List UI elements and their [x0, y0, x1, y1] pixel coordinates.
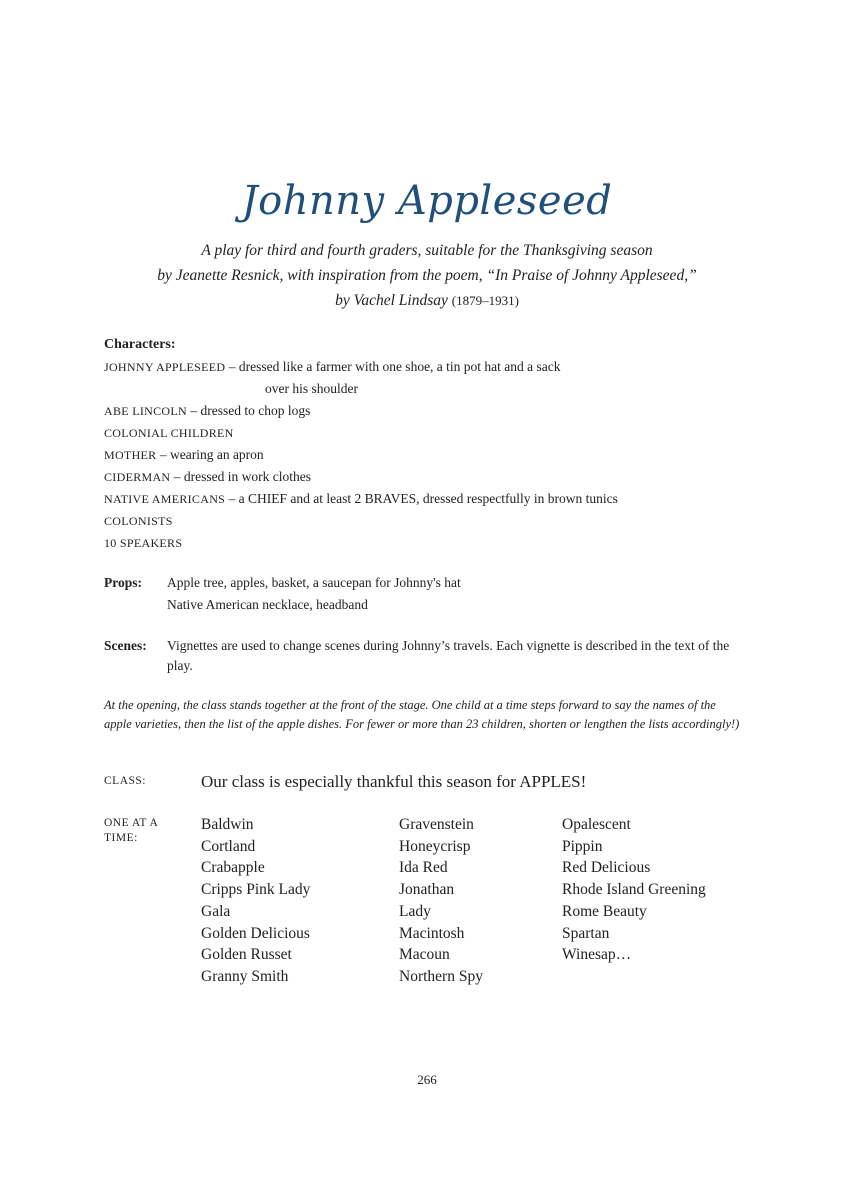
scenes-section — [104, 636, 764, 676]
character-name: COLONIAL CHILDREN — [104, 426, 234, 440]
character-desc: – dressed like a farmer with one shoe, a tin pot hat and a sack — [225, 359, 561, 374]
apple-variety: Rome Beauty — [562, 902, 647, 920]
apple-variety: Opalescent — [562, 816, 631, 833]
character-line — [104, 510, 764, 532]
apple-variety: Lady — [399, 902, 431, 920]
character-line-continued — [104, 378, 764, 400]
apple-variety: Macintosh — [399, 924, 465, 942]
speaker-label-line-2: TIME: — [104, 832, 138, 844]
character-line — [104, 488, 764, 510]
apple-variety: Cortland — [201, 837, 256, 855]
page-number: 266 — [417, 1072, 437, 1087]
dialogue-line: Our class is especially thankful this season for APPLES! — [201, 772, 587, 791]
speaker-label — [104, 816, 184, 846]
apple-variety: Pippin — [562, 837, 603, 855]
character-line — [104, 400, 764, 422]
character-line — [104, 532, 764, 554]
character-line — [104, 444, 764, 466]
apple-variety: Spartan — [562, 924, 610, 942]
character-name: 10 SPEAKERS — [104, 536, 183, 550]
apple-variety: Gravenstein — [399, 816, 474, 833]
subtitle-line-2: by Jeanette Resnick, with inspiration from the poem, “In Praise of Johnny Appleseed,” — [157, 267, 697, 284]
props-line-1: Apple tree, apples, basket, a saucepan for Johnny's hat — [167, 575, 461, 590]
props-text — [167, 572, 737, 616]
character-line — [104, 356, 764, 378]
apple-variety: Macoun — [399, 946, 450, 964]
apple-column-3 — [562, 814, 706, 966]
character-desc: over his shoulder — [265, 381, 358, 396]
stage-direction: At the opening, the class stands together at the front of the stage. One child at a time steps forward to say the names of the apple varieties, then the list of the apple dishes. For fewer or more than 23 children, shorten or lengthen the lists accordingly!) — [104, 698, 740, 731]
character-line — [104, 466, 764, 488]
subtitle-line-1: A play for third and fourth graders, suitable for the Thanksgiving season — [201, 242, 653, 259]
character-name: JOHNNY APPLESEED — [104, 360, 226, 374]
props-section — [104, 572, 764, 616]
character-desc: – wearing an apron — [156, 447, 264, 462]
apple-variety: Golden Russet — [201, 946, 292, 964]
character-desc: – dressed in work clothes — [170, 469, 312, 484]
apple-variety: Gala — [201, 902, 231, 920]
character-name: ABE LINCOLN — [104, 404, 187, 418]
character-desc: – a CHIEF and at least 2 BRAVES, dressed respectfully in brown tunics — [225, 491, 618, 506]
apple-variety: Ida Red — [399, 859, 448, 877]
apple-variety: Rhode Island Greening — [562, 881, 706, 899]
character-desc: – dressed to chop logs — [186, 403, 311, 418]
apple-variety: Northern Spy — [399, 967, 483, 985]
apple-variety: Golden Delicious — [201, 924, 310, 942]
character-name: COLONISTS — [104, 514, 173, 528]
apple-variety: Jonathan — [399, 881, 455, 899]
apple-variety: Winesap… — [562, 946, 632, 964]
character-line — [104, 422, 764, 444]
apple-variety: Crabapple — [201, 859, 265, 877]
apple-variety: Cripps Pink Lady — [201, 881, 311, 899]
scenes-text: Vignettes are used to change scenes during Johnny’s travels. Each vignette is described in the text of the play. — [167, 638, 730, 673]
subtitle-block — [0, 238, 854, 313]
apple-variety: Baldwin — [201, 816, 254, 833]
poet-credit: by Vachel Lindsay — [335, 292, 448, 309]
speaker-label: CLASS: — [104, 775, 146, 787]
character-name: MOTHER — [104, 448, 157, 462]
apple-variety: Honeycrisp — [399, 837, 471, 855]
subtitle-line-3 — [0, 288, 854, 313]
character-name: CIDERMAN — [104, 470, 171, 484]
apple-column-1 — [201, 814, 310, 988]
play-title: Johnny Appleseed — [241, 178, 613, 224]
poet-years: (1879–1931) — [451, 293, 519, 308]
speaker-label-line-1: ONE AT A — [104, 817, 159, 829]
props-label: Props: — [104, 575, 143, 590]
props-line-2: Native American necklace, headband — [167, 597, 368, 612]
apple-variety: Granny Smith — [201, 967, 289, 985]
characters-section — [104, 334, 764, 554]
apple-column-2 — [399, 814, 483, 988]
apple-variety: Red Delicious — [562, 859, 651, 877]
characters-heading: Characters: — [104, 337, 176, 352]
character-name: NATIVE AMERICANS — [104, 492, 226, 506]
scenes-label: Scenes: — [104, 638, 147, 653]
